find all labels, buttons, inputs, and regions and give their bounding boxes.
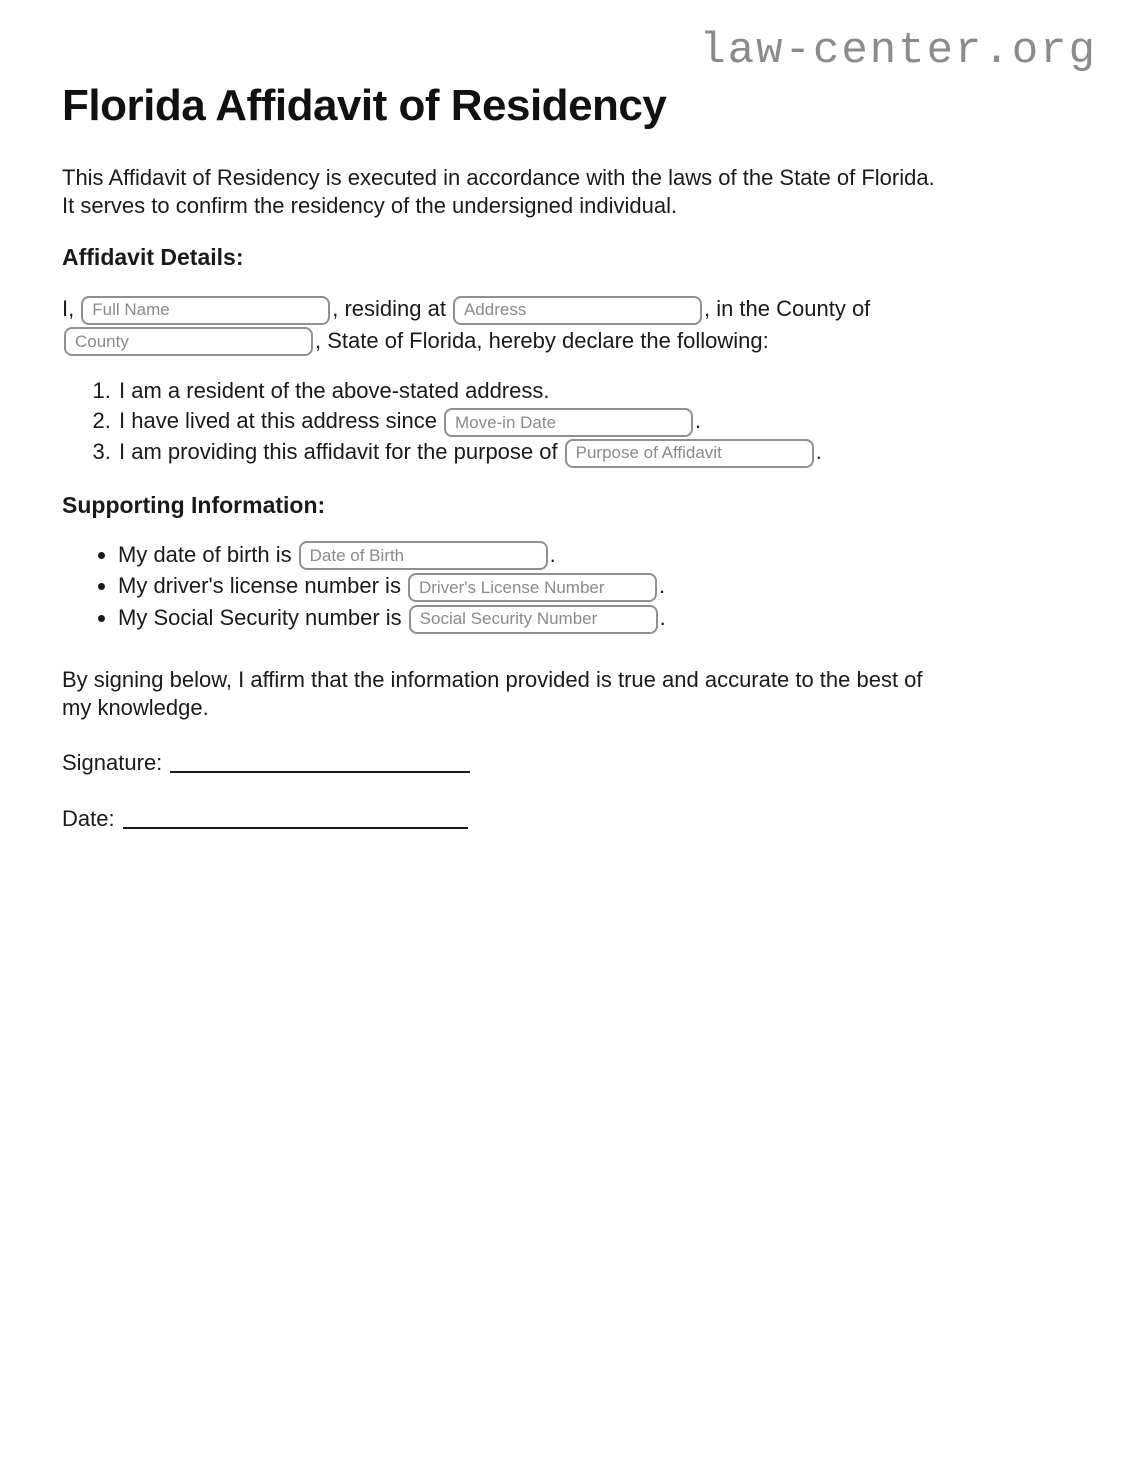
list-item-punct: . bbox=[694, 408, 702, 434]
page-title: Florida Affidavit of Residency bbox=[62, 81, 667, 130]
signature-label: Signature: bbox=[62, 749, 163, 775]
list-item-purpose bbox=[117, 437, 1097, 468]
intro-paragraph bbox=[62, 164, 1097, 220]
supporting-information-heading: Supporting Information: bbox=[62, 491, 326, 518]
list-item-punct: . bbox=[815, 439, 822, 465]
sentence-text: , residing at bbox=[332, 296, 446, 321]
declaration-list bbox=[62, 376, 1097, 467]
list-item-punct: . bbox=[549, 541, 556, 567]
affidavit-details-heading: Affidavit Details: bbox=[62, 244, 244, 270]
intro-line: It serves to confirm the residency of the undersigned individual. bbox=[62, 193, 678, 218]
list-item-text: I am a resident of the above-stated address. bbox=[119, 378, 550, 404]
affirmation-line: By signing below, I affirm that the information provided is true and accurate to the best of bbox=[62, 666, 923, 692]
list-item-text: I am providing this affidavit for the purpose of bbox=[119, 439, 558, 465]
sentence-text: I, bbox=[62, 296, 75, 321]
list-item-move-in-date bbox=[117, 406, 1097, 437]
intro-line: This Affidavit of Residency is executed in accordance with the laws of the State of Florida. bbox=[62, 165, 935, 190]
affirmation-line: my knowledge. bbox=[62, 694, 209, 720]
list-item-social-security bbox=[118, 602, 1097, 634]
move-in-date-input[interactable] bbox=[444, 408, 693, 437]
list-item-resident bbox=[117, 376, 1097, 406]
address-input[interactable] bbox=[453, 296, 702, 325]
list-item-text: My date of birth is bbox=[118, 541, 292, 567]
county-input[interactable] bbox=[64, 327, 313, 356]
supporting-list bbox=[62, 539, 1097, 634]
list-item-punct: . bbox=[658, 573, 666, 599]
sentence-text: , in the County of bbox=[703, 296, 871, 321]
list-item-text: My Social Security number is bbox=[118, 605, 402, 631]
date-label: Date: bbox=[62, 805, 115, 831]
list-item-punct: . bbox=[659, 605, 666, 631]
signature-row bbox=[62, 748, 1097, 778]
list-item-text: My driver's license number is bbox=[118, 573, 401, 599]
affirmation-paragraph bbox=[62, 666, 1097, 722]
list-item-drivers-license bbox=[118, 570, 1097, 602]
full-name-input[interactable] bbox=[81, 296, 330, 325]
list-item-text: I have lived at this address since bbox=[119, 408, 437, 434]
sentence-text: , State of Florida, hereby declare the following: bbox=[315, 327, 769, 353]
date-of-birth-input[interactable] bbox=[299, 541, 548, 570]
purpose-of-affidavit-input[interactable] bbox=[565, 439, 814, 468]
site-logo: law-center.org bbox=[699, 26, 1097, 76]
date-line bbox=[123, 809, 468, 829]
list-item-date-of-birth bbox=[118, 539, 1097, 571]
drivers-license-number-input[interactable] bbox=[408, 573, 657, 602]
date-row bbox=[62, 804, 1097, 834]
signature-line bbox=[170, 753, 470, 773]
declaration-sentence bbox=[62, 293, 1097, 356]
social-security-number-input[interactable] bbox=[409, 605, 658, 634]
